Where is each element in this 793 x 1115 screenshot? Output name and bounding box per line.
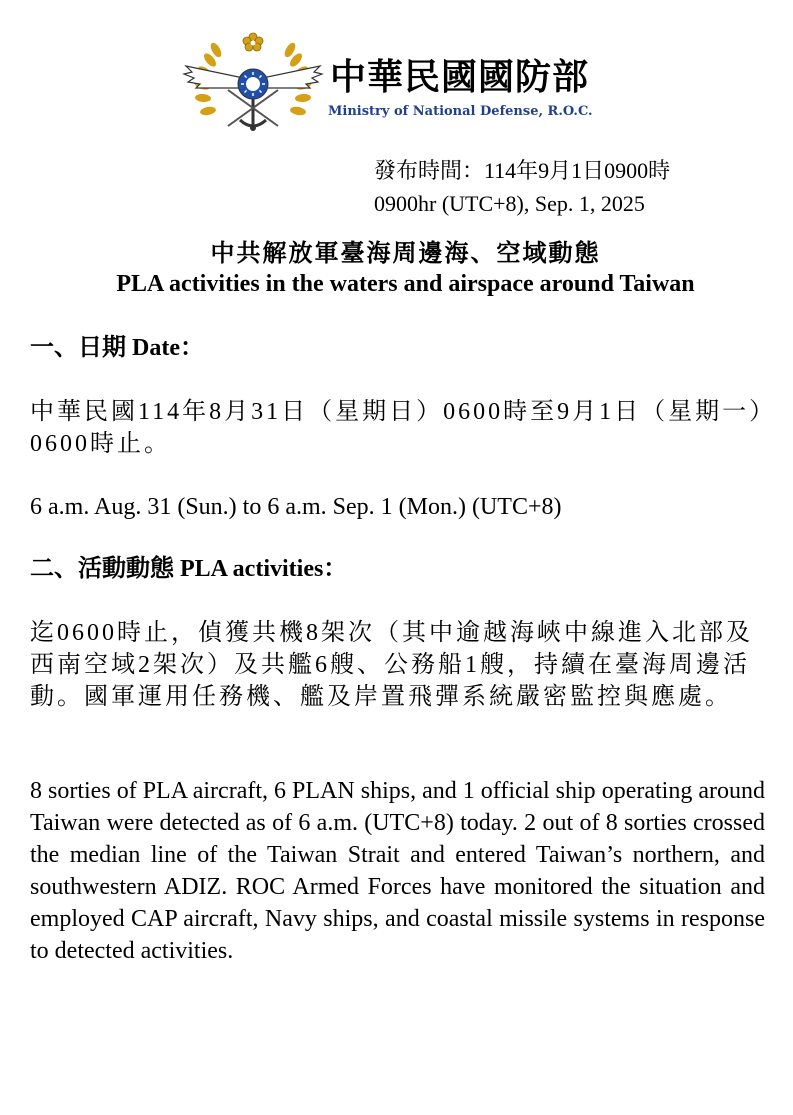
section-date-text-en: 6 a.m. Aug. 31 (Sun.) to 6 a.m. Sep. 1 (Mon.) (UTC+8)	[30, 494, 562, 520]
page-title-en: PLA activities in the waters and airspace around Taiwan	[116, 271, 695, 297]
release-time-en: 0900hr (UTC+8), Sep. 1, 2025	[374, 191, 645, 216]
section-date-heading: 一、日期 Date：	[30, 335, 204, 361]
org-name-cn: 中華民國國防部	[330, 57, 590, 98]
section-activities-text-cn: 迄0600時止，偵獲共機8架次（其中逾越海峽中線進入北部及西南空域2架次）及共艦6艘、公務船1艘，持續在臺海周邊活動。國軍運用任務機、艦及岸置飛彈系統嚴密監控與應處。	[30, 620, 753, 710]
org-name-en: Ministry of National Defense, R.O.C.	[328, 104, 593, 119]
page-title-cn: 中共解放軍臺海周邊海、空域動態	[210, 241, 601, 267]
mnd-emblem-icon	[178, 28, 328, 138]
section-date-text-cn: 中華民國114年8月31日（星期日）0600時至9月1日（星期一）0600時止。	[30, 399, 765, 457]
section-activities-heading: 二、活動動態 PLA activities：	[30, 556, 348, 582]
section-activities-text-en: 8 sorties of PLA aircraft, 6 PLAN ships, and 1 official ship operating around Taiwan were detected as of 6 a.m. (UTC+8) today. 2 out of 8 sorties crossed the median line of the Taiwan Strait and entered Taiwan’s northern, and southwestern ADIZ. ROC Armed Forces have monitored the situation and employed CAP aircraft, Navy ships, and coastal missile systems in response to detected activities.	[30, 778, 765, 964]
release-time-cn: 發布時間：114年9月1日0900時	[374, 158, 671, 183]
